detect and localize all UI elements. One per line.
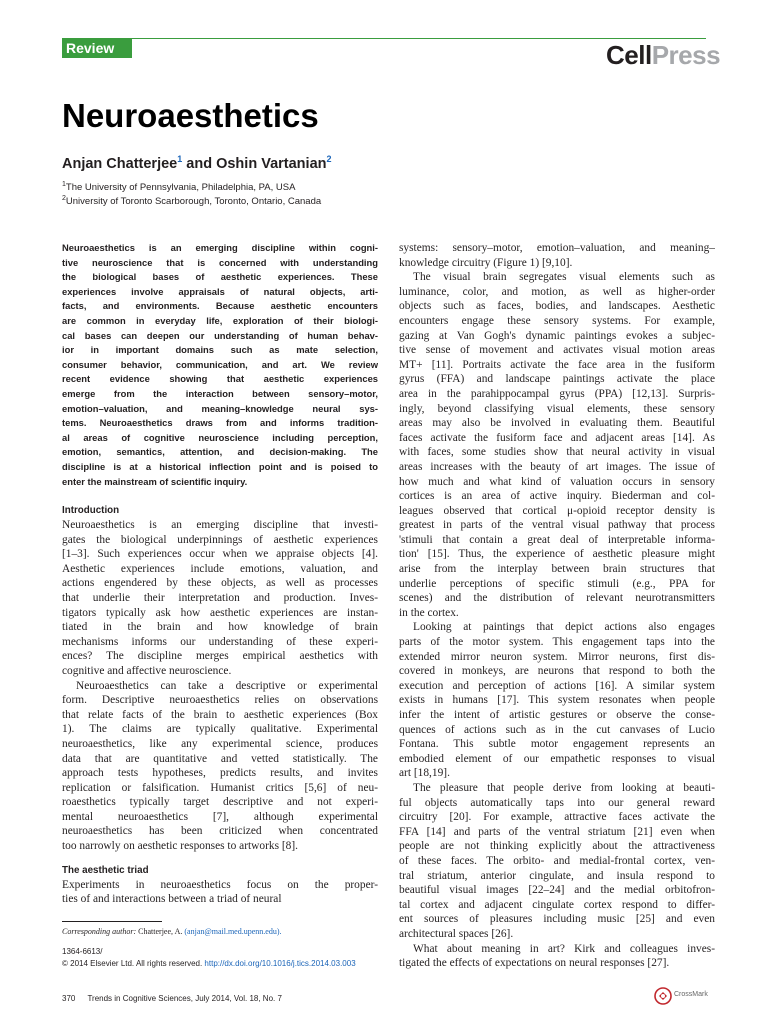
author-name: Oshin Vartanian (216, 155, 327, 172)
text-line: tion' [15]. Thus, the experience of aesthetic pleasure might (399, 548, 715, 561)
text-line: tigated the effects of expectations on neural responses [27]. (399, 957, 670, 970)
paragraph (62, 878, 378, 907)
text-line: parts of the motor system. This engagement taps into the (399, 636, 715, 649)
text-line: 1). The claims are typically qualitative. Experimental (62, 723, 378, 736)
text-line: Neuroaesthetics is an emerging discipline that investi- (62, 519, 378, 531)
text-line: cortices is an area of active inquiry. Biederman and col- (399, 490, 715, 503)
text-line: Looking at paintings that depict actions also engages (413, 621, 715, 634)
text-line: 'stimuli that contain a great deal of interpretable informa- (399, 533, 715, 546)
text-line: gazing at Van Gogh's dynamic paintings evokes a subjec- (399, 329, 715, 342)
text-line: how much and what kind of valuation occurs in sensory (399, 475, 715, 488)
corresponding-name: Chatterjee, A. (138, 927, 183, 936)
text-line: consumer behavior, communication, and art. We review (62, 358, 378, 370)
text-line: luminance, color, and motion, as well as higher-order (399, 285, 715, 298)
text-line: tive sense of movement and activates visual motion areas (399, 344, 715, 357)
text-line: The pleasure that people derive from looking at beauti- (413, 781, 715, 794)
journal-info: Trends in Cognitive Sciences, July 2014, Vol. 18, No. 7 (87, 994, 282, 1003)
logo-cell: Cell (606, 40, 652, 70)
text-line: Fontana. This subtle motor engagement represents an (399, 738, 715, 751)
text-line: cal bases can deepen our understanding of human behav- (62, 329, 378, 341)
text-line: architectural spaces [26]. (399, 927, 514, 940)
text-line: underlie perceptions of specific stimuli (e.g., PPA for (399, 577, 715, 590)
text-line: discipline is at a historical inflection point and is poised to (62, 460, 378, 472)
text-line: experiences involve appraisals of natural objects, arti- (62, 285, 378, 297)
copyright-note (62, 958, 356, 969)
text-line: of these faces. The orbito- and medial-frontal cortex, ven- (399, 854, 715, 867)
text-line: mental neuroaesthetics [7], although experimental (62, 810, 378, 823)
author-affil-marker[interactable]: 1 (177, 154, 183, 164)
text-line: recent evidence showing that aesthetic experiences (62, 373, 378, 385)
text-line: embodied element of our empathetic responses to visual (399, 752, 715, 765)
text-line: areas may also be involved in evaluating them. Beautiful (399, 417, 715, 430)
crossmark-label: CrossMark (674, 991, 708, 998)
text-line: ties of and interactions between a triad of neural (62, 893, 282, 906)
text-line: replication or falsification. Humanist critics [5,6] of neu- (62, 781, 378, 794)
text-line: that relate facts of the brain to aesthetic experiences (Box (62, 708, 378, 721)
section-heading-aesthetic-triad: The aesthetic triad (62, 864, 149, 876)
article-title: Neuroaesthetics (62, 97, 319, 134)
text-line: tiated in the brain and how knowledge of brain (62, 621, 378, 634)
author-joiner: and (182, 155, 217, 172)
text-line: emerge from the interaction between sensory–motor, (62, 387, 378, 399)
crossmark-badge[interactable] (654, 987, 714, 1005)
text-line: tems. Neuroaesthetics draws from and informs tradition- (62, 417, 378, 429)
page-footer (62, 993, 282, 1004)
abstract-lines (62, 241, 378, 489)
text-line: emotion, semantics, attention, and decision-making. The (62, 446, 378, 458)
text-line: areas increases with the beauty of art images. The issue of (399, 460, 715, 473)
text-line: tive neuroscience that is concerned with understanding (62, 256, 378, 268)
text-line: execution and perception of actions [16]. A similar system (399, 679, 715, 692)
affiliation (62, 179, 295, 194)
abstract (62, 241, 378, 489)
text-line: What about meaning in art? Kirk and colleagues inves- (413, 942, 715, 955)
left-column-body (62, 504, 378, 907)
text-line: are common in everyday life, exploration of their biologi- (62, 314, 378, 326)
text-line: ior in important domains such as mate selection, (62, 344, 378, 356)
issn-note: 1364-6613/ (62, 947, 103, 956)
text-line: circuitry [20]. For example, attractive faces activate the (399, 811, 715, 824)
text-line: knowledge circuitry (Figure 1) [9,10]. (399, 256, 573, 269)
text-line: al areas of cognitive neuroscience including perception, (62, 431, 378, 443)
right-column-body (399, 241, 715, 971)
text-line: enter the mainstream of scientific inquiry. (62, 475, 248, 487)
text-line: tigators typically ask how aesthetic experiences are instan- (62, 606, 378, 619)
author-affil-marker[interactable]: 2 (326, 154, 332, 164)
text-line: gates the biological underpinnings of aesthetic experiences (62, 533, 378, 546)
logo-press: Press (651, 40, 721, 70)
text-line: neuroaesthetics has been criticized when concentrated (62, 825, 378, 838)
text-line: arise from the interplay between brain structures that (399, 563, 715, 576)
text-line: ences? The discipline merges empirical aesthetics with (62, 650, 378, 663)
publisher-logo (606, 40, 720, 70)
text-line: exists in humans [17]. This system resonates when people (399, 694, 715, 707)
text-line: beautiful visual images [22–24] and the medial orbitofron- (399, 884, 715, 897)
author-line (62, 150, 332, 173)
text-line: Neuroaesthetics is an emerging discipline within cogni- (62, 242, 378, 253)
text-line: emotion–valuation, and meaning–knowledge neural sys- (62, 402, 378, 414)
paragraph (399, 620, 715, 781)
text-line: roaesthetics typically target descriptive and not experi- (62, 796, 378, 809)
text-line: tal cortex and adjacent cingulate cortex respond to differ- (399, 898, 715, 911)
affiliation-number: 1 (62, 181, 66, 188)
paragraph (399, 241, 715, 270)
paragraph (62, 518, 378, 679)
text-line: ingly, beyond classifying visual elements, these sensory (399, 402, 715, 415)
text-line: extended mirror neuron system. Mirror neurons, first dis- (399, 650, 715, 663)
section-heading-introduction: Introduction (62, 505, 120, 516)
text-line: ent sources of pleasures including music [25] and even (399, 913, 715, 926)
text-line: faces activate the fusiform face and adjacent areas [14]. As (399, 431, 715, 444)
text-line: greatest in parts of the ventral visual pathway that process (399, 519, 715, 532)
corresponding-label: Corresponding author: (62, 927, 137, 936)
text-line: encounters engage these sensory systems. For example, (399, 314, 715, 327)
text-line: tral striatum, anterior cingulate, and insula respond to (399, 869, 715, 882)
text-line: quences of actions such as in the cut canvases of Lucio (399, 723, 715, 736)
footnote-rule (62, 921, 162, 922)
text-line: objects such as faces, bodies, and landscapes. Aesthetic (399, 300, 715, 313)
text-line: data that are quantitative and vetted statistically. The (62, 752, 378, 765)
affiliation-text: The University of Pennsylvania, Philadelphia, PA, USA (65, 182, 296, 194)
corresponding-email-link[interactable]: (anjan@mail.med.upenn.edu). (184, 927, 282, 936)
text-line: MT+ [11]. Portraits activate the face area in the fusiform (399, 358, 715, 371)
header-rule (132, 38, 706, 39)
paragraph (399, 942, 715, 971)
text-line: cognitive and affective neuroscience. (62, 664, 232, 677)
text-line: art [18,19]. (399, 767, 450, 780)
text-line: covered in monkeys, are neurons that respond to both the (399, 665, 715, 678)
copyright-text: © 2014 Elsevier Ltd. All rights reserved. (62, 959, 203, 968)
corresponding-author-note (62, 926, 282, 937)
text-line: scenes) and the distribution of relevant neurotransmitters (399, 592, 715, 605)
text-line: that underlie their interpretation and production. Inves- (62, 591, 378, 604)
text-line: too narrowly on aesthetic responses to artworks [8]. (62, 840, 298, 853)
text-line: in the cortex. (399, 606, 459, 619)
text-line: approach tests hypotheses, predicts results, and invites (62, 767, 378, 780)
paragraph (399, 270, 715, 620)
text-line: form. Descriptive neuroaesthetics relies on observations (62, 694, 378, 707)
text-line: area in the parahippocampal gyrus (PPA) [12,13]. Surpris- (399, 387, 715, 400)
author-name: Anjan Chatterjee (62, 155, 178, 172)
affiliation (62, 193, 321, 208)
text-line: people are not thinking explicitly about the attractiveness (399, 840, 715, 853)
paragraph (399, 781, 715, 942)
text-line: facts, and environments. Because aesthetic encounters (62, 300, 378, 312)
doi-link[interactable]: http://dx.doi.org/10.1016/j.tics.2014.03.003 (204, 959, 356, 968)
text-line: systems: sensory–motor, emotion–valuation, and meaning– (399, 242, 715, 254)
text-line: Experiments in neuroaesthetics focus on the proper- (62, 878, 378, 891)
text-line: Neuroaesthetics can take a descriptive or experimental (76, 679, 378, 692)
text-line: leagues observed that cortical μ-opioid receptor density is (399, 504, 715, 517)
text-line: infer the intent of artistic gestures or observe the conse- (399, 709, 715, 721)
page-number: 370 (62, 994, 76, 1003)
text-line: ful objects automatically taps into our general reward (399, 796, 715, 809)
text-line: actions engendered by these objects, as well as processes (62, 577, 378, 590)
affiliation-text: University of Toronto Scarborough, Toronto, Ontario, Canada (65, 196, 322, 208)
text-line: mechanisms informs our understanding of these experi- (62, 635, 378, 648)
text-line: with faces, some studies show that neural activity in visual (399, 446, 715, 459)
paragraph (62, 679, 378, 854)
text-line: [1–3]. Such experiences occur when we appraise objects [4]. (62, 548, 378, 561)
text-line: neuroaesthetics, like any experimental science, produces (62, 737, 378, 750)
text-line: FFA [14] and parts of the ventral striatum [21] even when (399, 825, 715, 838)
text-line: gyrus (FFA) and landscape paintings activate the place (399, 373, 715, 386)
text-line: Aesthetic experiences include emotions, valuation, and (62, 562, 378, 575)
text-line: The visual brain segregates visual elements such as (413, 271, 715, 284)
text-line: the biological bases of aesthetic experiences. These (62, 271, 378, 283)
section-label: Review (62, 38, 132, 58)
affiliation-number: 2 (62, 195, 66, 202)
